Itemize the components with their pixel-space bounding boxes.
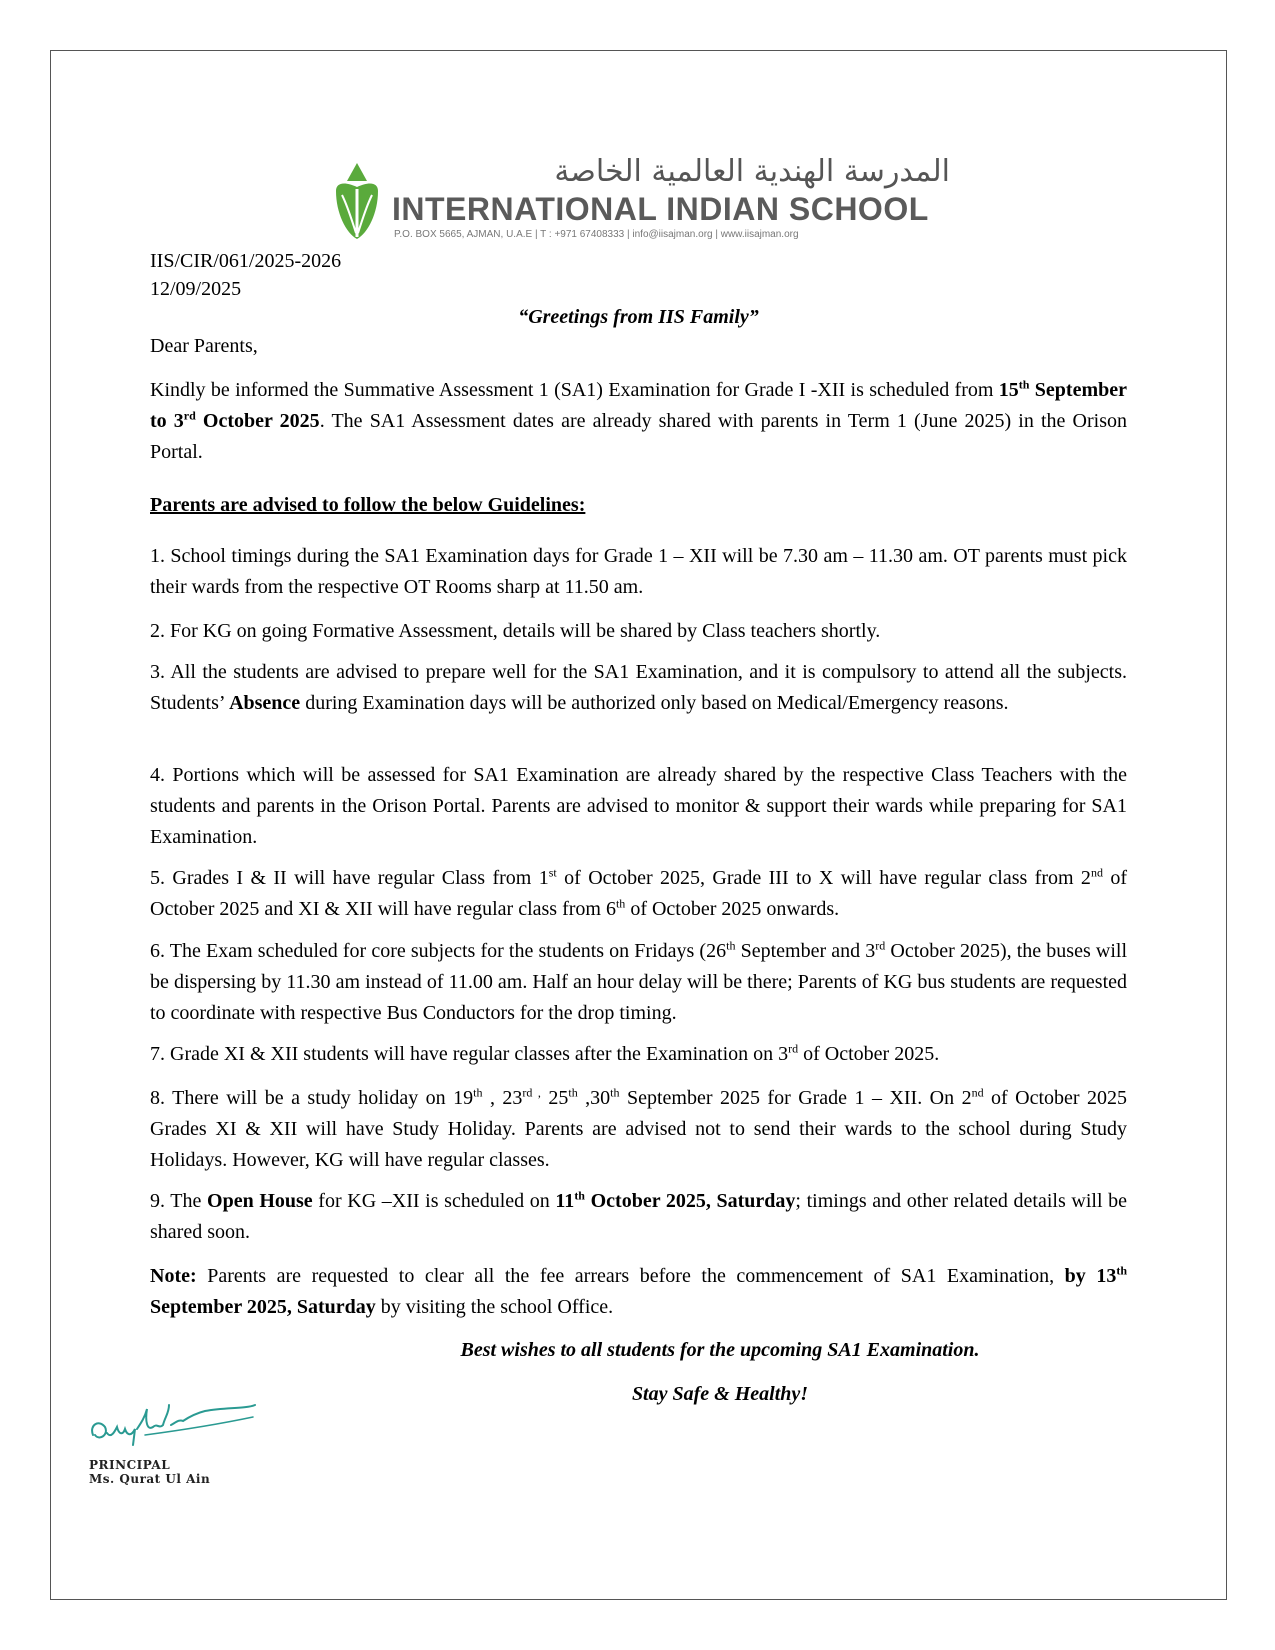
- school-letterhead: [330, 155, 950, 245]
- guideline-item-9: 9. The Open House for KG –XII is scheduled on 11th October 2025, Saturday; timings and other related details will be shared soon.: [150, 1188, 1128, 1243]
- guideline-item-5: 5. Grades I & II will have regular Class from 1st of October 2025, Grade III to X will have regular class from 2nd of October 2025 and XI & XII will have regular class from 6th of October 2025 onwards.: [150, 865, 1127, 920]
- school-contact: P.O. BOX 5665, AJMAN, U.A.E | T : +971 67408333 | info@iisajman.org | www.iisajman.org: [394, 229, 799, 240]
- principal-title: PRINCIPAL: [89, 1458, 171, 1472]
- guideline-item-7: 7. Grade XI & XII students will have regular classes after the Examination on 3rd of October 2025.: [150, 1041, 940, 1065]
- salutation: Dear Parents,: [150, 335, 258, 357]
- closing-wishes: Best wishes to all students for the upcoming SA1 Examination.: [460, 1339, 980, 1361]
- principal-name: Ms. Qurat Ul Ain: [89, 1472, 211, 1486]
- guideline-item-4: 4. Portions which will be assessed for SA1 Examination are already shared by the respective Class Teachers with the students and parents in the Orison Portal. Parents are advised to monitor & support their wards while preparing for SA1 Examination.: [150, 764, 1127, 848]
- guideline-item-1: 1. School timings during the SA1 Examination days for Grade 1 – XII will be 7.30 am – 11.30 am. OT parents must pick their wards from the respective OT Rooms sharp at 11.50 am.: [150, 545, 1127, 598]
- note-paragraph: Note: Parents are requested to clear all the fee arrears before the commencement of SA1 Examination, by 13th September 2025, Saturday by visiting the school Office.: [150, 1263, 1127, 1318]
- guideline-item-6: 6. The Exam scheduled for core subjects for the students on Fridays (26th September and 3rd October 2025), the buses will be dispersing by 11.30 am instead of 11.00 am. Half an hour delay will be there; Parents of KG bus students are requested to coordinate with respective Bus Conductors for the drop timing.: [150, 938, 1127, 1024]
- greeting-line: “Greetings from IIS Family”: [518, 306, 759, 328]
- circular-date: 12/09/2025: [150, 278, 242, 300]
- guidelines-heading: Parents are advised to follow the below Guidelines:: [150, 494, 586, 516]
- arabic-school-name: المدرسة الهندية العالمية الخاصة: [554, 154, 950, 189]
- guideline-item-2: 2. For KG on going Formative Assessment, details will be shared by Class teachers shortly.: [150, 620, 881, 642]
- intro-paragraph: Kindly be informed the Summative Assessment 1 (SA1) Examination for Grade I -XII is scheduled from 15th September to 3rd October 2025. The SA1 Assessment dates are already shared with parents in Term 1 (June 2025) in the Orison Portal.: [150, 377, 1128, 463]
- guideline-item-3: 3. All the students are advised to prepare well for the SA1 Examination, and it is compulsory to attend all the subjects. Students’ Absence during Examination days will be authorized only based on Medical/Emergency reasons.: [150, 661, 1127, 714]
- circular-reference: IIS/CIR/061/2025-2026: [150, 250, 342, 272]
- school-logo-icon: [330, 161, 384, 241]
- guideline-item-8: 8. There will be a study holiday on 19th , $23^{rd ,}$ 25th ,30th September 2025 for Grade 1 – XII. On 2nd of October 2025 Grades XI & XII will have Study Holiday. Parents are advised not to send their wards to the school during Study Holidays. However, KG will have regular classes.: [150, 1085, 1128, 1171]
- principal-block: [89, 1458, 210, 1486]
- school-name: INTERNATIONAL INDIAN SCHOOL: [392, 191, 929, 227]
- closing-stay-safe: Stay Safe & Healthy!: [631, 1383, 809, 1405]
- principal-signature: [85, 1395, 265, 1455]
